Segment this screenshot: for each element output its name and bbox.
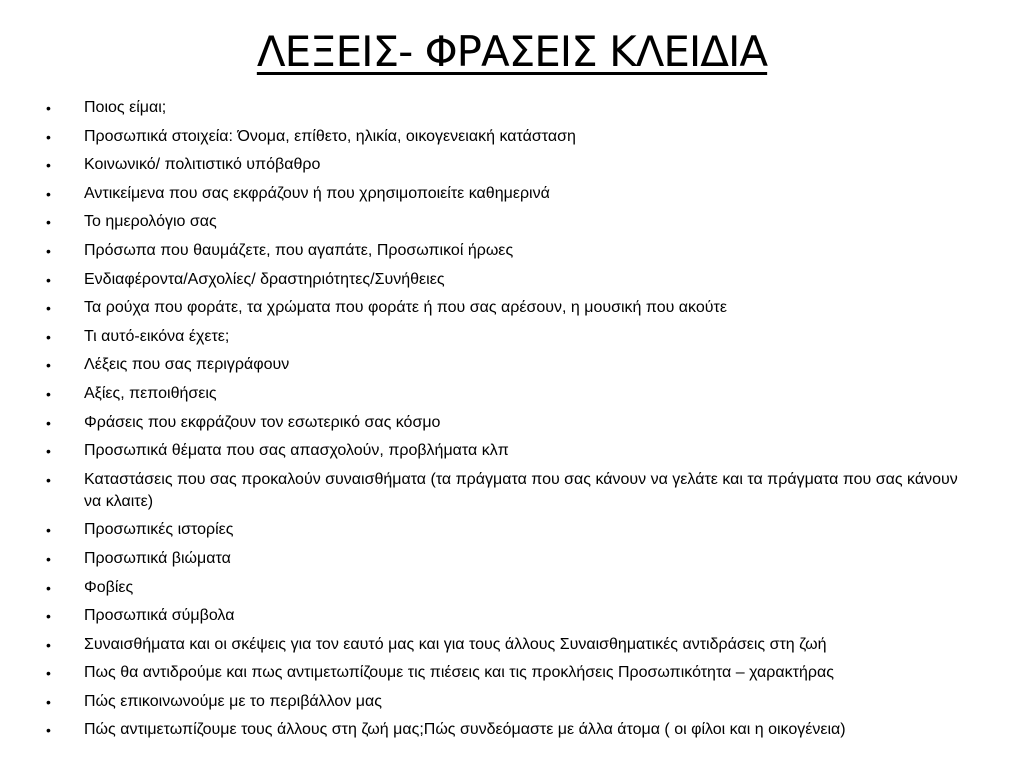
bullet-icon: • <box>46 636 51 653</box>
bullet-item <box>46 297 966 319</box>
bullet-icon: • <box>46 242 51 259</box>
bullet-icon: • <box>46 328 51 345</box>
bullet-item <box>46 269 966 291</box>
bullet-item <box>46 240 966 262</box>
bullet-icon: • <box>46 357 51 374</box>
bullet-text: Πώς επικοινωνούμε με το περιβάλλον μας <box>84 692 382 710</box>
bullet-text: Πρόσωπα που θαυμάζετε, που αγαπάτε, Προσωπικοί ήρωες <box>84 241 514 259</box>
bullet-text: Καταστάσεις που σας προκαλούν συναισθήματα (τα πράγματα που σας κάνουν να γελάτε και τα πράγματα που σας κάνουν να κλαιτε) <box>84 470 958 510</box>
bullet-text: Ποιος είμαι; <box>84 99 167 116</box>
bullet-icon: • <box>46 722 51 739</box>
bullet-icon: • <box>46 522 51 539</box>
bullet-icon: • <box>46 385 51 402</box>
bullet-text: Κοινωνικό/ πολιτιστικό υπόβαθρο <box>84 156 321 174</box>
bullet-text: Προσωπικά σύμβολα <box>84 607 235 625</box>
bullet-text: Προσωπικά βιώματα <box>84 549 231 567</box>
bullet-icon: • <box>46 665 51 682</box>
bullet-icon: • <box>46 608 51 625</box>
bullet-icon: • <box>46 471 51 488</box>
bullet-icon: • <box>46 550 51 567</box>
bullet-icon: • <box>46 128 51 145</box>
bullet-item <box>46 126 966 148</box>
slide-title-text: ΛΕΞΕΙΣ- ΦΡΑΣΕΙΣ ΚΛΕΙΔΙΑ <box>256 27 768 76</box>
bullet-text: Φράσεις που εκφράζουν τον εσωτερικό σας κόσμο <box>84 413 441 431</box>
bullet-text: Πως θα αντιδρούμε και πως αντιμετωπίζουμε τις πιέσεις και τις προκλήσεις Προσωπικότητα – χαρακτήρας <box>84 664 834 682</box>
bullet-item <box>46 634 966 656</box>
bullet-text: Προσωπικές ιστορίες <box>84 521 234 539</box>
bullet-text: Ενδιαφέροντα/Ασχολίες/ δραστηριότητες/Συνήθειες <box>84 270 445 288</box>
bullet-text: Πώς αντιμετωπίζουμε τους άλλους στη ζωή μας;Πώς συνδεόμαστε με άλλα άτομα ( οι φίλοι και η οικογένεια) <box>84 721 846 739</box>
bullet-icon: • <box>46 157 51 174</box>
bullet-text: Προσωπικά θέματα που σας απασχολούν, προβλήματα κλπ <box>84 442 509 460</box>
bullet-icon: • <box>46 693 51 710</box>
bullet-item <box>46 691 966 713</box>
bullet-item <box>46 605 966 627</box>
bullet-icon: • <box>46 443 51 460</box>
bullet-item <box>46 412 966 434</box>
bullet-text: Τι αυτό-εικόνα έχετε; <box>84 327 230 345</box>
bullet-text: Προσωπικά στοιχεία: Όνομα, επίθετο, ηλικία, οικογενειακή κατάσταση <box>84 127 576 145</box>
bullet-icon: • <box>46 579 51 596</box>
bullet-item <box>46 326 966 348</box>
bullet-item <box>46 440 966 462</box>
bullet-icon: • <box>46 214 51 231</box>
bullet-text: Το ημερολόγιο σας <box>84 213 217 231</box>
bullet-text: Συναισθήματα και οι σκέψεις για τον εαυτό μας και για τους άλλους Συναισθηματικές αντιδράσεις στη ζωή <box>84 635 827 653</box>
bullet-item <box>46 577 966 599</box>
bullet-text: Λέξεις που σας περιγράφουν <box>84 356 290 374</box>
bullet-item <box>46 662 966 684</box>
bullet-item <box>46 383 966 405</box>
bullet-icon: • <box>46 414 51 431</box>
bullet-item <box>46 97 966 119</box>
bullet-item <box>46 354 966 376</box>
bullet-text: Αντικείμενα που σας εκφράζουν ή που χρησιμοποιείτε καθημερινά <box>84 184 550 202</box>
bullet-icon: • <box>46 300 51 317</box>
bullet-text: Τα ρούχα που φοράτε, τα χρώματα που φοράτε ή που σας αρέσουν, η μουσική που ακούτε <box>84 299 727 317</box>
bullet-list <box>46 97 966 748</box>
bullet-icon: • <box>46 100 51 116</box>
bullet-text: Αξίες, πεποιθήσεις <box>84 384 217 402</box>
bullet-text: Φοβίες <box>84 578 134 596</box>
bullet-item <box>46 548 966 570</box>
slide-title <box>0 22 1024 82</box>
bullet-item <box>46 469 966 513</box>
bullet-icon: • <box>46 185 51 202</box>
bullet-item <box>46 154 966 176</box>
bullet-item <box>46 519 966 541</box>
bullet-item <box>46 183 966 205</box>
bullet-icon: • <box>46 271 51 288</box>
bullet-item <box>46 211 966 233</box>
bullet-item <box>46 719 966 741</box>
